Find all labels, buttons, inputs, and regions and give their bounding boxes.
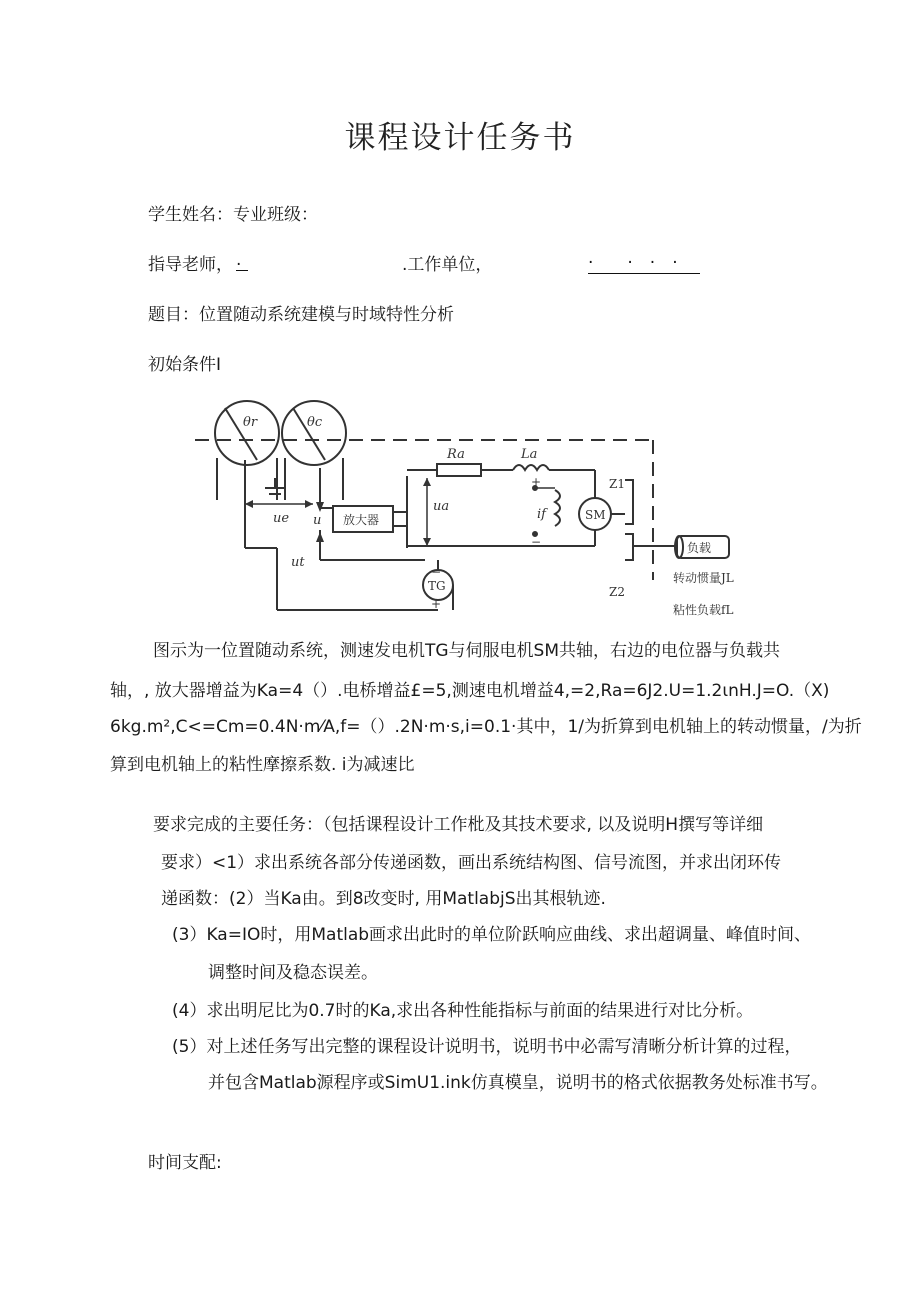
topic-line: 题目：位置随动系统建模与时域特性分析: [148, 305, 454, 325]
label-la: La: [521, 447, 538, 462]
advisor-label: 指导老师，: [148, 255, 233, 275]
label-minus-field: −: [531, 535, 542, 549]
requirements-line-1: 要求完成的主要任务：（包括课程设计工作枇及其技术要求, 以及说明H撰写等详细: [153, 815, 764, 835]
position-servo-diagram: [195, 400, 770, 630]
label-viscous: 粘性负载fL: [673, 603, 734, 617]
page-title: 课程设计任务书: [344, 120, 576, 156]
description-line-4: 算到电机轴上的粘性摩擦系数. i为减速比: [110, 755, 415, 775]
label-z2: Z2: [609, 585, 625, 599]
gear-z1: [625, 480, 633, 524]
label-ue: ue: [273, 511, 290, 526]
requirements-line-2: 要求）<1）求出系统各部分传递函数，画出系统结构图、信号流图，并求出闭环传: [161, 853, 782, 873]
gear-z2: [625, 534, 633, 560]
label-theta-r: θr: [243, 415, 258, 430]
requirements-line-3: 递函数：(2）当Ka由。到8改变时, 用MatlabjS出其根轨迹.: [161, 889, 606, 909]
label-ua: ua: [433, 499, 450, 514]
label-plus-field: +: [531, 475, 542, 489]
label-amplifier: 放大器: [343, 513, 380, 527]
workplace-value: · · · ·: [588, 248, 700, 274]
requirement-4: (4）求出明尼比为0.7时的Ka,求出各种性能指标与前面的结果进行对比分析。: [172, 1001, 754, 1021]
label-u: u: [313, 513, 322, 528]
label-z1: Z1: [609, 477, 625, 491]
requirement-5-line-1: (5）对上述任务写出完整的课程设计说明书，说明书中必需写清晰分析计算的过程，: [172, 1037, 802, 1057]
label-minus-tg: −: [431, 565, 442, 579]
label-ut: ut: [291, 555, 305, 570]
description-line-3: 6kg.m²,C<=Cm=0.4N·m⁄A,f=（）.2N·m·s,i=0.1·其中，1/为折算到电机轴上的转动惯量，/为折: [110, 717, 862, 737]
potentiometer-c: [282, 401, 346, 465]
description-line-2: 轴，, 放大器增益为Ka=4（）.电桥增益£=5,测速电机增益4,=2,Ra=6J2.U=1.2ιnH.J=O.（X): [110, 681, 830, 701]
label-theta-c: θc: [307, 415, 323, 430]
field-coil: [555, 490, 560, 526]
label-if: if: [537, 507, 546, 522]
resistor-ra: [437, 464, 481, 476]
student-info-line: 学生姓名：专业班级：: [148, 205, 318, 225]
schedule-label: 时间支配:: [148, 1153, 222, 1173]
initial-conditions-line: 初始条件I: [148, 355, 222, 375]
requirement-3-line-1: (3）Ka=IO时，用Matlab画求出此时的单位阶跃响应曲线、求出超调量、峰值时间、: [172, 925, 812, 945]
workplace-label: .工作单位，: [402, 255, 493, 275]
label-tg: TG: [428, 579, 446, 593]
description-line-1: 图示为一位置随动系统，测速发电机TG与伺服电机SM共轴，右边的电位器与负载共: [153, 641, 781, 661]
label-ra: Ra: [447, 447, 465, 462]
inductor-la: [513, 465, 549, 470]
requirement-3-line-2: 调整时间及稳态误差。: [208, 963, 378, 983]
label-sm: SM: [585, 508, 606, 522]
potentiometer-r: [215, 401, 279, 465]
label-inertia: 转动惯量JL: [673, 571, 734, 585]
label-plus-tg: +: [431, 597, 442, 611]
advisor-value: .: [236, 250, 248, 271]
label-load: 负载: [687, 541, 712, 555]
requirement-5-line-2: 并包含Matlab源程序或SimU1.ink仿真模皇，说明书的格式依据教务处标准书写。: [208, 1073, 828, 1093]
